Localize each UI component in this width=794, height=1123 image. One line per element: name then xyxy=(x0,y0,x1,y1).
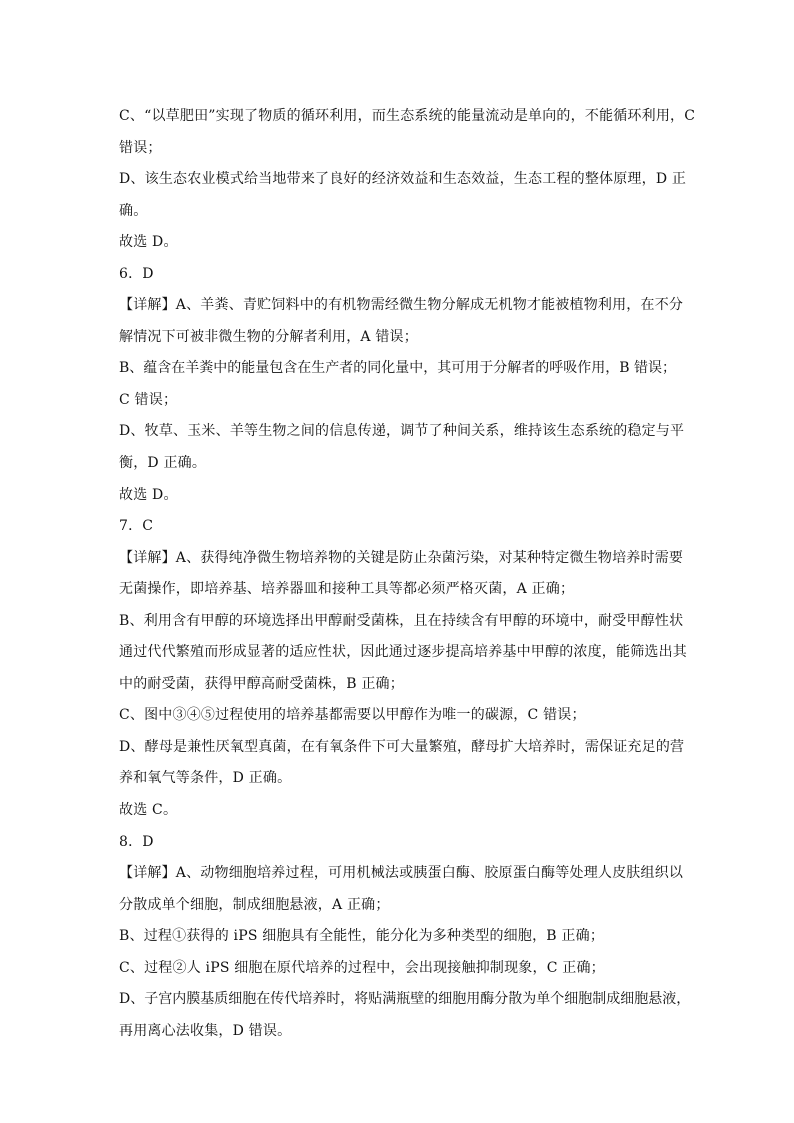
question-number: 8．D xyxy=(119,833,154,850)
question-number: 7．C xyxy=(119,518,154,535)
text-line: B、利用含有甲醇的环境选择出甲醇耐受菌株，且在持续含有甲醇的环境中，耐受甲醇性状 xyxy=(119,612,684,629)
text-line: B、过程①获得的 iPS 细胞具有全能性，能分化为多种类型的细胞，B 正确； xyxy=(119,928,605,945)
text-line: 故选 D。 xyxy=(119,486,178,503)
text-line: 无菌操作，即培养基、培养器皿和接种工具等都必须严格灭菌，A 正确； xyxy=(119,581,575,598)
text-line: 养和氧气等条件，D 正确。 xyxy=(119,770,292,787)
text-line: 再用离心法收集，D 错误。 xyxy=(119,1022,292,1039)
text-line: D、该生态农业模式给当地带来了良好的经济效益和生态效益，生态工程的整体原理，D 正 xyxy=(119,171,687,188)
text-line: C 错误； xyxy=(119,391,178,408)
text-line: 中的耐受菌，获得甲醇高耐受菌株，B 正确； xyxy=(119,675,404,692)
text-line: 故选 C。 xyxy=(119,802,178,819)
question-number: 6．D xyxy=(119,265,154,282)
text-line: B、蕴含在羊粪中的能量包含在生产者的同化量中，其可用于分解者的呼吸作用，B 错误； xyxy=(119,360,677,377)
text-line: 【详解】A、羊粪、青贮饲料中的有机物需经微生物分解成无机物才能被植物利用，在不分 xyxy=(119,297,684,314)
text-line: 分散成单个细胞，制成细胞悬液，A 正确； xyxy=(119,896,390,913)
text-line: 错误； xyxy=(119,139,162,156)
text-line: 【详解】A、动物细胞培养过程，可用机械法或胰蛋白酶、胶原蛋白酶等处理人皮肤组织以 xyxy=(119,865,684,882)
text-line: 衡，D 正确。 xyxy=(119,455,207,472)
text-line: D、牧草、玉米、羊等生物之间的信息传递，调节了种间关系，维持该生态系统的稳定与平 xyxy=(119,423,685,440)
text-line: C、图中③④⑤过程使用的培养基都需要以甲醇作为唯一的碳源，C 错误； xyxy=(119,707,586,724)
text-line: 【详解】A、获得纯净微生物培养物的关键是防止杂菌污染，对某种特定微生物培养时需要 xyxy=(119,549,684,566)
text-line: D、子宫内膜基质细胞在传代培养时，将贴满瓶壁的细胞用酶分散为单个细胞制成细胞悬液， xyxy=(119,991,691,1008)
text-line: 解情况下可被非微生物的分解者利用，A 错误； xyxy=(119,328,418,345)
document-page xyxy=(119,101,696,1047)
text-line: 故选 D。 xyxy=(119,234,178,251)
text-line: 确。 xyxy=(119,202,148,219)
text-line: 通过代代繁殖而形成显著的适应性状，因此通过逐步提高培养基中甲醇的浓度，能筛选出其 xyxy=(119,644,687,661)
text-line: C、“以草肥田”实现了物质的循环利用，而生态系统的能量流动是单向的，不能循环利用，C xyxy=(119,108,696,124)
text-line: D、酵母是兼性厌氧型真菌，在有氧条件下可大量繁殖，酵母扩大培养时，需保证充足的营 xyxy=(119,738,685,755)
text-line: C、过程②人 iPS 细胞在原代培养的过程中，会出现接触抑制现象，C 正确； xyxy=(119,959,605,976)
